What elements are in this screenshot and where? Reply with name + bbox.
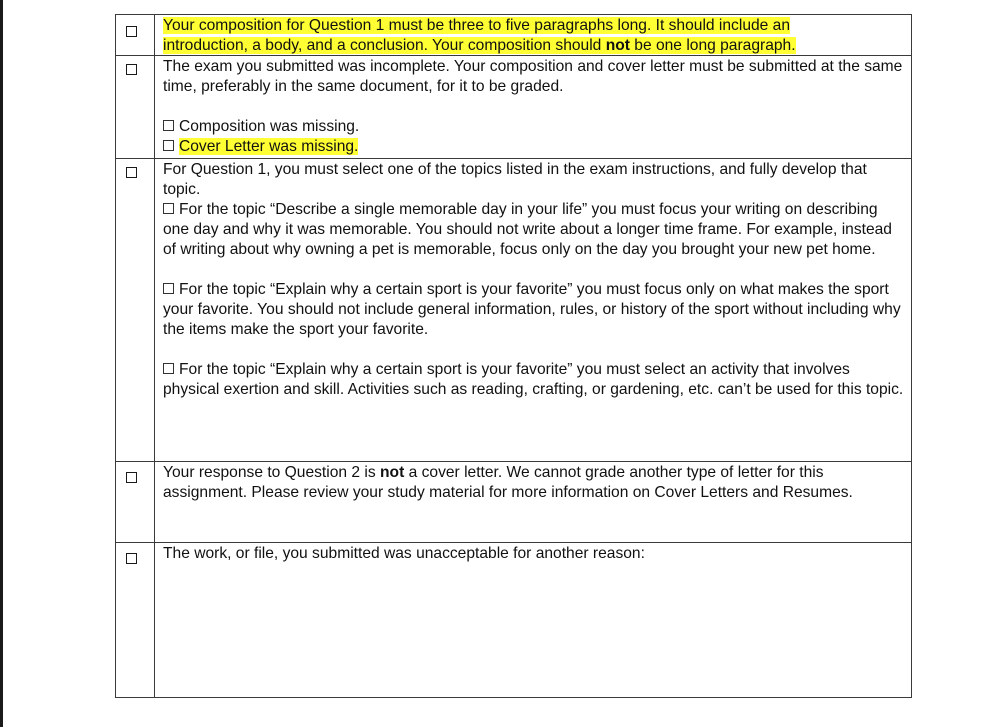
sub-checkbox[interactable] bbox=[163, 120, 174, 131]
row-text bbox=[163, 16, 907, 56]
row-checkbox[interactable] bbox=[126, 64, 137, 75]
topic-intro-text: For Question 1, you must select one of the topics listed in the exam instructions, and fully develop that topic. bbox=[163, 161, 867, 198]
option-cover-letter-missing[interactable] bbox=[163, 137, 907, 157]
topic-favorite-sport-activity: For the topic “Explain why a certain sport is your favorite” you must select an activity that involves physical exertion and skill. Activities such as reading, crafting, or gardening, etc. can’t be used for this topic. bbox=[163, 361, 904, 398]
row-checkbox[interactable] bbox=[126, 553, 137, 564]
row-checkbox[interactable] bbox=[126, 167, 137, 178]
column-divider bbox=[154, 543, 155, 697]
column-divider bbox=[154, 462, 155, 542]
topic-memorable-day: For the topic “Describe a single memorable day in your life” you must focus your writing on describing one day and why it was memorable. You should not write about a longer time frame. For example, instead of writing about why owning a pet is memorable, focus only on the day you brought your new pet home. bbox=[163, 201, 892, 258]
row-text bbox=[163, 544, 907, 564]
checklist-row-paragraph-length bbox=[116, 15, 911, 56]
not-cover-letter-text: Your response to Question 2 is not a cover letter. We cannot grade another type of letter for this assignment. Please review your study material for more information on Cover Letters and Resumes. bbox=[163, 464, 853, 501]
highlighted-text: Your composition for Question 1 must be three to five paragraphs long. It should include an bbox=[163, 17, 791, 34]
column-divider bbox=[154, 15, 155, 55]
other-reason-text: The work, or file, you submitted was unacceptable for another reason: bbox=[163, 545, 645, 562]
row-checkbox[interactable] bbox=[126, 472, 137, 483]
sub-checkbox[interactable] bbox=[163, 203, 174, 214]
feedback-checklist-table bbox=[115, 14, 912, 698]
highlighted-text: Cover Letter was missing. bbox=[179, 138, 359, 155]
row-checkbox[interactable] bbox=[126, 26, 137, 37]
checklist-row-incomplete-exam bbox=[116, 56, 911, 159]
incomplete-exam-text: The exam you submitted was incomplete. Your composition and cover letter must be submitted at the same time, preferably in the same document, for it to be graded. bbox=[163, 58, 903, 95]
checklist-row-topic-development bbox=[116, 159, 911, 462]
sub-checkbox[interactable] bbox=[163, 140, 174, 151]
sub-checkbox[interactable] bbox=[163, 363, 174, 374]
row-text bbox=[163, 463, 907, 503]
page-left-edge bbox=[0, 0, 3, 727]
topic-favorite-sport-focus: For the topic “Explain why a certain sport is your favorite” you must focus only on what makes the sport your favorite. You should not include general information, rules, or history of the sport without including why the items make the sport your favorite. bbox=[163, 281, 901, 338]
column-divider bbox=[154, 159, 155, 461]
row-text bbox=[163, 57, 907, 157]
checklist-row-not-cover-letter bbox=[116, 462, 911, 543]
sub-checkbox[interactable] bbox=[163, 283, 174, 294]
column-divider bbox=[154, 56, 155, 158]
highlighted-text: introduction, a body, and a conclusion. Your composition should not be one long paragraph. bbox=[163, 37, 796, 54]
checklist-row-other-reason bbox=[116, 543, 911, 697]
row-text bbox=[163, 160, 907, 400]
option-composition-missing[interactable]: Composition was missing. bbox=[163, 117, 907, 137]
